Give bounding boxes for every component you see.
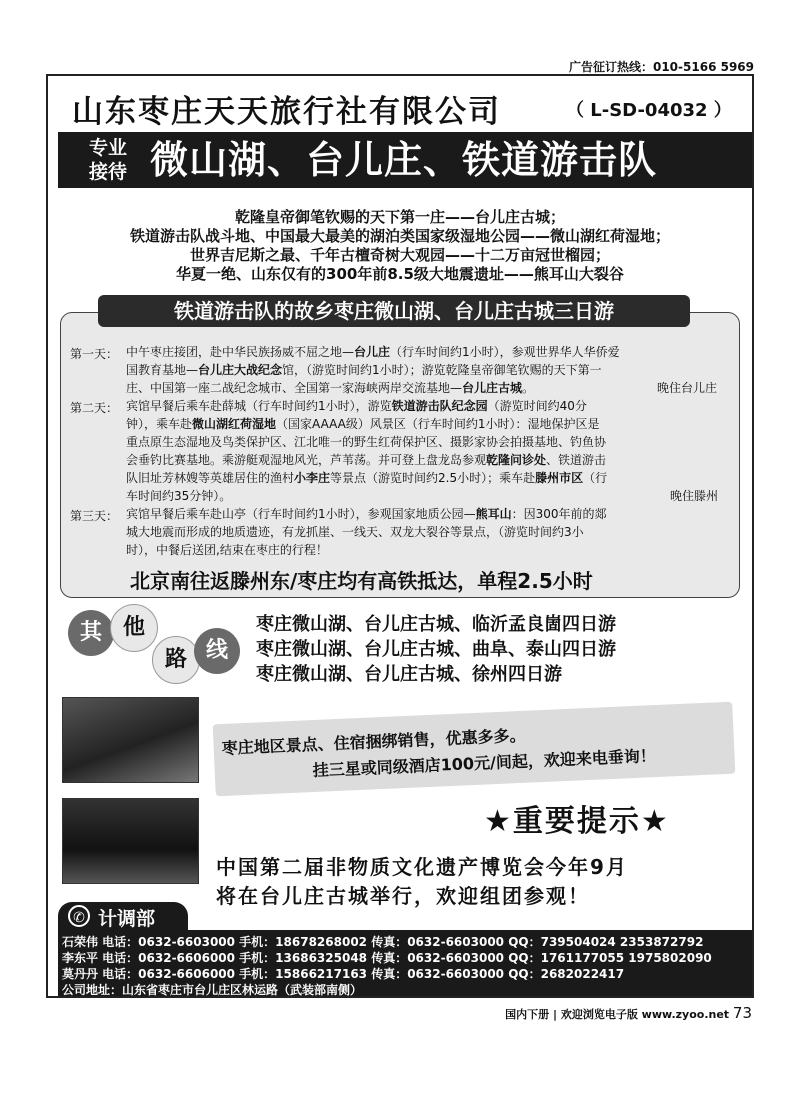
notice-line: 中国第二届非物质文化遗产博览会今年9月 [216,855,628,879]
day1-stay: 晚住台儿庄 [657,381,718,395]
company-address: 公司地址：山东省枣庄市台儿庄区林运路（武装部南侧） [62,983,363,997]
page-footer [505,1004,752,1022]
dept-name: 计调部 [98,908,156,930]
day2-stay: 晚住滕州 [670,489,719,503]
notice-line: 将在台儿庄古城举行，欢迎组团参观！ [216,884,590,908]
other-routes-char: 路 [152,636,200,684]
ad-hotline: 广告征订热线：010-5166 5969 [568,60,754,74]
route-item: 枣庄微山湖、台儿庄古城、临沂孟良崮四日游 [256,614,616,635]
banner-tag-line1: 专业 [88,137,127,159]
phone-icon: ✆ [68,905,90,927]
day3-text: 宾馆早餐后乘车赴山亭（行车时间约1小时），参观国家地质公园—熊耳山：因300年前的郯 城大地震而形成的地质遗迹，有龙抓崖、一线天、双龙大裂谷等景点，（游览时间约3小 时），中餐后送团,结束在枣庄的行程！ [126,507,607,557]
highlight-line: 乾隆皇帝御笔钦赐的天下第一庄——台儿庄古城； [234,208,565,226]
footer-text: 国内下册 | 欢迎浏览电子版 www.zyoo.net [505,1008,730,1021]
banner-tag [80,136,136,184]
company-name: 山东枣庄天天旅行社有限公司 [72,94,501,130]
license-number: （ L-SD-04032 ） [566,100,732,121]
other-routes-char: 线 [194,628,240,674]
day2-text: 宾馆早餐后乘车赴薛城（行车时间约1小时），游览铁道游击队纪念园（游览时间约40分 钟），乘车赴微山湖红荷湿地（国家AAAA级）风景区（行车时间约1小时）：湿地保护区是 重点原生态湿地及鸟类保护区、江北唯一的野生红荷保护区、摄影家协会拍摄基地、钓鱼协 会垂钓比赛基地。乘游艇观湿地风光，芦苇荡。并可登上盘龙岛参观乾隆问诊处、铁道游击 队旧址芳林嫂等英雄居住的渔村小李庄等景点（游览时间约2.5小时）；乘车赴滕州市区（行 车时间约35分钟）。 [126,399,608,503]
day3-label: 第三天： [70,509,119,523]
promo-line2: 挂三星或同级酒店100元/间起，欢迎来电垂询！ [312,746,657,781]
dept-tab [58,902,188,930]
other-routes-char: 其 [68,610,114,656]
contact-box [58,930,752,996]
train-info: 北京南往返滕州东/枣庄均有高铁抵达，单程2.5小时 [130,569,593,593]
banner-tag-line2: 接待 [88,161,127,183]
day2-label: 第二天： [70,401,119,415]
other-routes-char: 他 [110,604,158,652]
contact-row: 李东平 电话：0632-6606000 手机：13686325048 传真：0632-6603000 QQ：1761177055 1975802090 [62,951,712,965]
ancient-town-photo [62,798,199,884]
highlight-line: 华夏一绝、山东仅有的300年前8.5级大地震遗址——熊耳山大裂谷 [176,265,624,283]
highlight-line: 铁道游击队战斗地、中国最大最美的湖泊类国家级湿地公园——微山湖红荷湿地； [129,227,670,245]
route-item: 枣庄微山湖、台儿庄古城、曲阜、泰山四日游 [256,639,616,660]
wetland-photo [62,697,199,783]
contact-row: 石荣伟 电话：0632-6603000 手机：18678268002 传真：0632-6603000 QQ：739504024 2353872792 [62,935,704,949]
page-number: 73 [732,1004,752,1022]
itinerary-title-bar [98,295,690,327]
notice-title: ★重要提示★ [484,804,670,839]
day1-text: 中午枣庄接团，赴中华民族扬威不屈之地—台儿庄（行车时间约1小时），参观世界华人华侨爱 国教育基地—台儿庄大战纪念馆，（游览时间约1小时）；游览乾隆皇帝御笔钦赐的天下第一 庄、中国第一座二战纪念城市、全国第一家海峡两岸交流基地—台儿庄古城。 [126,345,620,395]
route-item: 枣庄微山湖、台儿庄古城、徐州四日游 [256,664,562,685]
itinerary-title: 铁道游击队的故乡枣庄微山湖、台儿庄古城三日游 [174,299,614,323]
day1-label: 第一天： [70,347,119,361]
headline-banner [58,132,752,188]
promo-line1: 枣庄地区景点、住宿捆绑销售，优惠多多。 [221,725,526,758]
banner-title: 微山湖、台儿庄、铁道游击队 [150,138,658,182]
contact-row: 莫丹丹 电话：0632-6606000 手机：15866217163 传真：0632-6603000 QQ：2682022417 [62,967,625,981]
highlight-line: 世界吉尼斯之最、千年古檀奇树大观园——十二万亩冠世榴园； [189,246,610,264]
